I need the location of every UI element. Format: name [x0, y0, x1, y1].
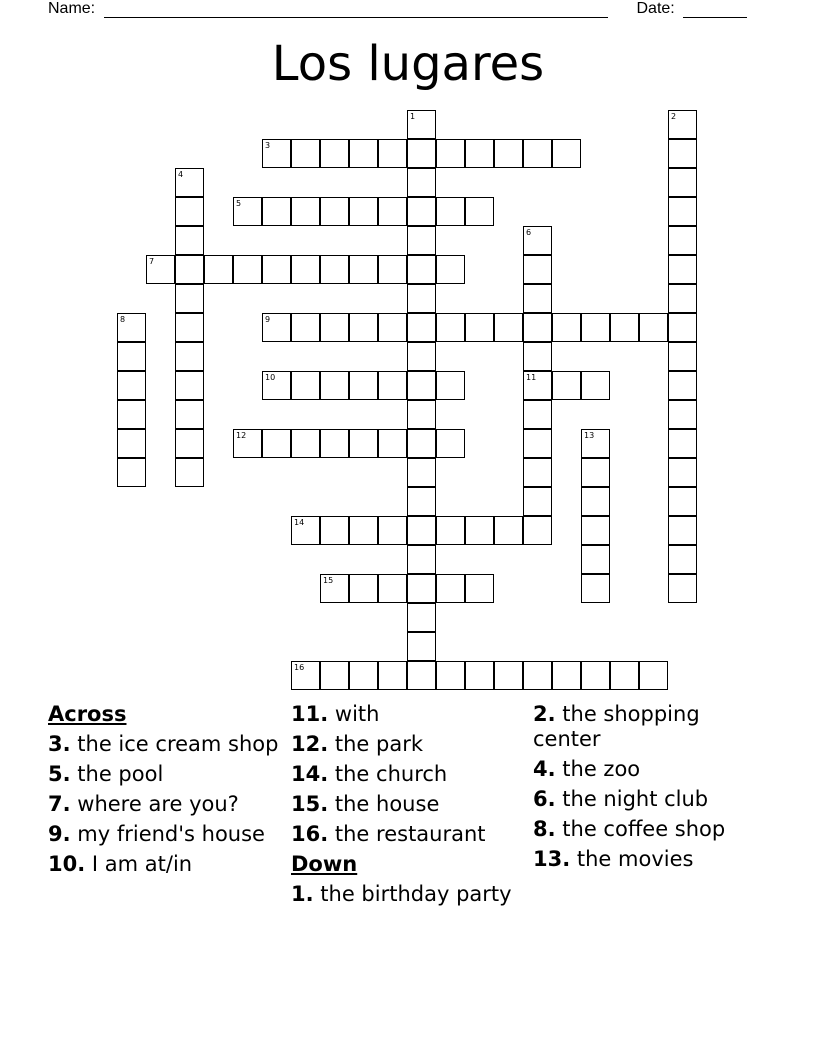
grid-cell[interactable]: [465, 197, 494, 226]
clue-text: the house: [334, 792, 440, 816]
grid-cell[interactable]: [407, 429, 436, 458]
clue-text: with: [334, 702, 380, 726]
clue-number: 11.: [291, 702, 329, 726]
clue-down-4: [533, 757, 773, 782]
clue-text: my friend's house: [77, 822, 265, 846]
grid-cell[interactable]: [668, 371, 697, 400]
grid-cell[interactable]: [668, 574, 697, 603]
grid-cell[interactable]: [668, 487, 697, 516]
grid-cell[interactable]: [523, 661, 552, 690]
grid-cell[interactable]: [117, 400, 146, 429]
grid-cell[interactable]: [233, 255, 262, 284]
grid-cell[interactable]: [175, 255, 204, 284]
grid-cell[interactable]: [436, 574, 465, 603]
grid-cell[interactable]: [349, 661, 378, 690]
grid-cell[interactable]: [668, 139, 697, 168]
clue-text: the church: [334, 762, 448, 786]
grid-cell[interactable]: [378, 139, 407, 168]
grid-cell[interactable]: [378, 661, 407, 690]
clue-across-3: [48, 732, 283, 757]
grid-cell[interactable]: [436, 661, 465, 690]
cell-number: 14: [294, 518, 305, 527]
clue-number: 3.: [48, 732, 71, 756]
grid-cell[interactable]: [668, 313, 697, 342]
grid-cell[interactable]: [465, 516, 494, 545]
grid-cell[interactable]: [494, 516, 523, 545]
grid-cell[interactable]: [349, 255, 378, 284]
grid-cell[interactable]: [291, 197, 320, 226]
clue-number: 14.: [291, 762, 329, 786]
grid-cell[interactable]: [291, 429, 320, 458]
grid-cell[interactable]: [407, 632, 436, 661]
grid-cell[interactable]: [668, 284, 697, 313]
cell-number: 5: [236, 199, 242, 208]
clue-down-13: [533, 847, 773, 872]
clue-number: 6.: [533, 787, 556, 811]
grid-cell[interactable]: [407, 371, 436, 400]
grid-cell[interactable]: [349, 429, 378, 458]
grid-cell[interactable]: [407, 313, 436, 342]
grid-cell[interactable]: [552, 371, 581, 400]
grid-cell[interactable]: [407, 255, 436, 284]
cell-number: 3: [265, 141, 271, 150]
clue-number: 12.: [291, 732, 329, 756]
grid-cell[interactable]: [117, 371, 146, 400]
grid-cell[interactable]: [175, 168, 204, 197]
clue-number: 13.: [533, 847, 571, 871]
clue-across-9: [48, 822, 283, 847]
grid-cell[interactable]: [175, 342, 204, 371]
grid-cell[interactable]: [117, 458, 146, 487]
grid-cell[interactable]: [523, 284, 552, 313]
grid-cell[interactable]: [436, 429, 465, 458]
grid-cell[interactable]: [349, 371, 378, 400]
grid-cell[interactable]: [262, 313, 291, 342]
page-title: Los lugares: [271, 36, 545, 92]
grid-cell[interactable]: [523, 255, 552, 284]
grid-cell[interactable]: [523, 516, 552, 545]
name-label: Name:: [48, 0, 96, 17]
clue-down-8: [533, 817, 773, 842]
grid-cell[interactable]: [349, 313, 378, 342]
grid-cell[interactable]: [407, 342, 436, 371]
grid-cell[interactable]: [117, 429, 146, 458]
grid-cell[interactable]: [407, 574, 436, 603]
grid-cell[interactable]: [233, 197, 262, 226]
clue-text: the zoo: [562, 757, 641, 781]
grid-cell[interactable]: [465, 313, 494, 342]
grid-cell[interactable]: [262, 429, 291, 458]
clue-number: 16.: [291, 822, 329, 846]
grid-cell[interactable]: [610, 313, 639, 342]
grid-cell[interactable]: [494, 139, 523, 168]
grid-cell[interactable]: [407, 284, 436, 313]
down-heading: Down: [291, 852, 358, 876]
grid-cell[interactable]: [407, 545, 436, 574]
grid-cell[interactable]: [552, 313, 581, 342]
grid-cell[interactable]: [523, 139, 552, 168]
clue-across-15: [291, 792, 526, 817]
grid-cell[interactable]: [175, 400, 204, 429]
clue-text: the birthday party: [320, 882, 512, 906]
grid-cell[interactable]: [320, 429, 349, 458]
clue-across-11: [291, 702, 526, 727]
grid-cell[interactable]: [581, 371, 610, 400]
grid-cell[interactable]: [465, 574, 494, 603]
grid-cell[interactable]: [175, 313, 204, 342]
grid-cell[interactable]: [291, 516, 320, 545]
grid-cell[interactable]: [668, 168, 697, 197]
grid-cell[interactable]: [581, 545, 610, 574]
grid-cell[interactable]: [320, 516, 349, 545]
clue-number: 8.: [533, 817, 556, 841]
clue-number: 4.: [533, 757, 556, 781]
grid-cell[interactable]: [117, 342, 146, 371]
grid-cell[interactable]: [291, 255, 320, 284]
grid-cell[interactable]: [436, 313, 465, 342]
clue-number: 2.: [533, 702, 556, 726]
grid-cell[interactable]: [407, 226, 436, 255]
clue-across-7: [48, 792, 283, 817]
cell-number: 13: [584, 431, 595, 440]
grid-cell[interactable]: [407, 487, 436, 516]
clues-column-2: [291, 702, 526, 912]
clue-text: the shopping center: [533, 702, 700, 751]
grid-cell[interactable]: [465, 661, 494, 690]
grid-cell[interactable]: [378, 313, 407, 342]
grid-cell[interactable]: [523, 371, 552, 400]
grid-cell[interactable]: [233, 429, 262, 458]
clue-across-12: [291, 732, 526, 757]
grid-cell[interactable]: [291, 661, 320, 690]
grid-cell[interactable]: [378, 197, 407, 226]
grid-cell[interactable]: [262, 197, 291, 226]
grid-cell[interactable]: [320, 371, 349, 400]
cell-number: 1: [410, 112, 416, 121]
clue-number: 15.: [291, 792, 329, 816]
clue-number: 7.: [48, 792, 71, 816]
clue-across-10: [48, 852, 283, 877]
grid-cell[interactable]: [407, 400, 436, 429]
grid-cell[interactable]: [349, 139, 378, 168]
grid-cell[interactable]: [668, 458, 697, 487]
grid-cell[interactable]: [378, 255, 407, 284]
grid-cell[interactable]: [349, 197, 378, 226]
grid-cell[interactable]: [581, 574, 610, 603]
grid-cell[interactable]: [262, 371, 291, 400]
grid-cell[interactable]: [175, 371, 204, 400]
cell-number: 11: [526, 373, 537, 382]
grid-cell[interactable]: [320, 255, 349, 284]
grid-cell[interactable]: [436, 371, 465, 400]
grid-cell[interactable]: [581, 429, 610, 458]
cell-number: 12: [236, 431, 247, 440]
clue-number: 9.: [48, 822, 71, 846]
grid-cell[interactable]: [407, 110, 436, 139]
date-label: Date:: [636, 0, 675, 17]
grid-cell[interactable]: [668, 400, 697, 429]
grid-cell[interactable]: [523, 487, 552, 516]
grid-cell[interactable]: [581, 458, 610, 487]
grid-cell[interactable]: [262, 139, 291, 168]
grid-cell[interactable]: [668, 197, 697, 226]
grid-cell[interactable]: [175, 284, 204, 313]
cell-number: 6: [526, 228, 532, 237]
grid-cell[interactable]: [523, 458, 552, 487]
grid-cell[interactable]: [349, 574, 378, 603]
grid-cell[interactable]: [175, 429, 204, 458]
grid-cell[interactable]: [523, 429, 552, 458]
grid-cell[interactable]: [639, 661, 668, 690]
grid-cell[interactable]: [320, 661, 349, 690]
grid-cell[interactable]: [639, 313, 668, 342]
cell-number: 15: [323, 576, 334, 585]
cell-number: 8: [120, 315, 126, 324]
clue-number: 10.: [48, 852, 86, 876]
grid-cell[interactable]: [204, 255, 233, 284]
cell-number: 16: [294, 663, 305, 672]
grid-cell[interactable]: [378, 574, 407, 603]
cell-number: 4: [178, 170, 184, 179]
grid-cell[interactable]: [523, 342, 552, 371]
grid-cell[interactable]: [291, 139, 320, 168]
grid-cell[interactable]: [552, 139, 581, 168]
grid-cell[interactable]: [407, 458, 436, 487]
grid-cell[interactable]: [320, 139, 349, 168]
grid-cell[interactable]: [320, 197, 349, 226]
clue-down-6: [533, 787, 773, 812]
grid-cell[interactable]: [610, 661, 639, 690]
grid-cell[interactable]: [436, 516, 465, 545]
clue-text: the pool: [77, 762, 164, 786]
grid-cell[interactable]: [494, 661, 523, 690]
clue-text: the movies: [576, 847, 694, 871]
clue-text: where are you?: [77, 792, 239, 816]
clue-text: the coffee shop: [562, 817, 726, 841]
grid-cell[interactable]: [349, 516, 378, 545]
grid-cell[interactable]: [175, 458, 204, 487]
grid-cell[interactable]: [175, 226, 204, 255]
cell-number: 9: [265, 315, 271, 324]
across-heading: Across: [48, 702, 127, 726]
clues-column-3: [533, 702, 773, 877]
grid-cell[interactable]: [581, 516, 610, 545]
clue-down-1: [291, 882, 526, 907]
grid-cell[interactable]: [117, 313, 146, 342]
grid-cell[interactable]: [407, 516, 436, 545]
clue-text: the restaurant: [334, 822, 486, 846]
grid-cell[interactable]: [436, 139, 465, 168]
clues-column-1: [48, 702, 283, 882]
grid-cell[interactable]: [523, 313, 552, 342]
grid-cell[interactable]: [378, 371, 407, 400]
clue-number: 1.: [291, 882, 314, 906]
grid-cell[interactable]: [320, 574, 349, 603]
grid-cell[interactable]: [407, 603, 436, 632]
clue-text: the ice cream shop: [77, 732, 279, 756]
grid-cell[interactable]: [378, 429, 407, 458]
grid-cell[interactable]: [465, 139, 494, 168]
grid-cell[interactable]: [581, 313, 610, 342]
grid-cell[interactable]: [668, 545, 697, 574]
grid-cell[interactable]: [262, 255, 291, 284]
grid-cell[interactable]: [668, 429, 697, 458]
grid-cell[interactable]: [523, 400, 552, 429]
clue-down-2: [533, 702, 773, 752]
grid-cell[interactable]: [668, 255, 697, 284]
grid-cell[interactable]: [436, 197, 465, 226]
grid-cell[interactable]: [407, 168, 436, 197]
grid-cell[interactable]: [523, 226, 552, 255]
grid-cell[interactable]: [320, 313, 349, 342]
grid-cell[interactable]: [552, 661, 581, 690]
grid-cell[interactable]: [436, 255, 465, 284]
grid-cell[interactable]: [407, 197, 436, 226]
clue-text: the night club: [562, 787, 709, 811]
clue-text: the park: [334, 732, 424, 756]
grid-cell[interactable]: [291, 313, 320, 342]
clue-text: I am at/in: [91, 852, 193, 876]
grid-cell[interactable]: [407, 661, 436, 690]
cell-number: 2: [671, 112, 677, 121]
grid-cell[interactable]: [668, 516, 697, 545]
cell-number: 7: [149, 257, 155, 266]
clue-across-5: [48, 762, 283, 787]
grid-cell[interactable]: [668, 110, 697, 139]
grid-cell[interactable]: [581, 661, 610, 690]
clue-number: 5.: [48, 762, 71, 786]
grid-cell[interactable]: [291, 371, 320, 400]
grid-cell[interactable]: [668, 342, 697, 371]
grid-cell[interactable]: [581, 487, 610, 516]
grid-cell[interactable]: [668, 226, 697, 255]
grid-cell[interactable]: [175, 197, 204, 226]
grid-cell[interactable]: [407, 139, 436, 168]
grid-cell[interactable]: [146, 255, 175, 284]
grid-cell[interactable]: [494, 313, 523, 342]
clue-across-14: [291, 762, 526, 787]
grid-cell[interactable]: [378, 516, 407, 545]
cell-number: 10: [265, 373, 276, 382]
clue-across-16: [291, 822, 526, 847]
